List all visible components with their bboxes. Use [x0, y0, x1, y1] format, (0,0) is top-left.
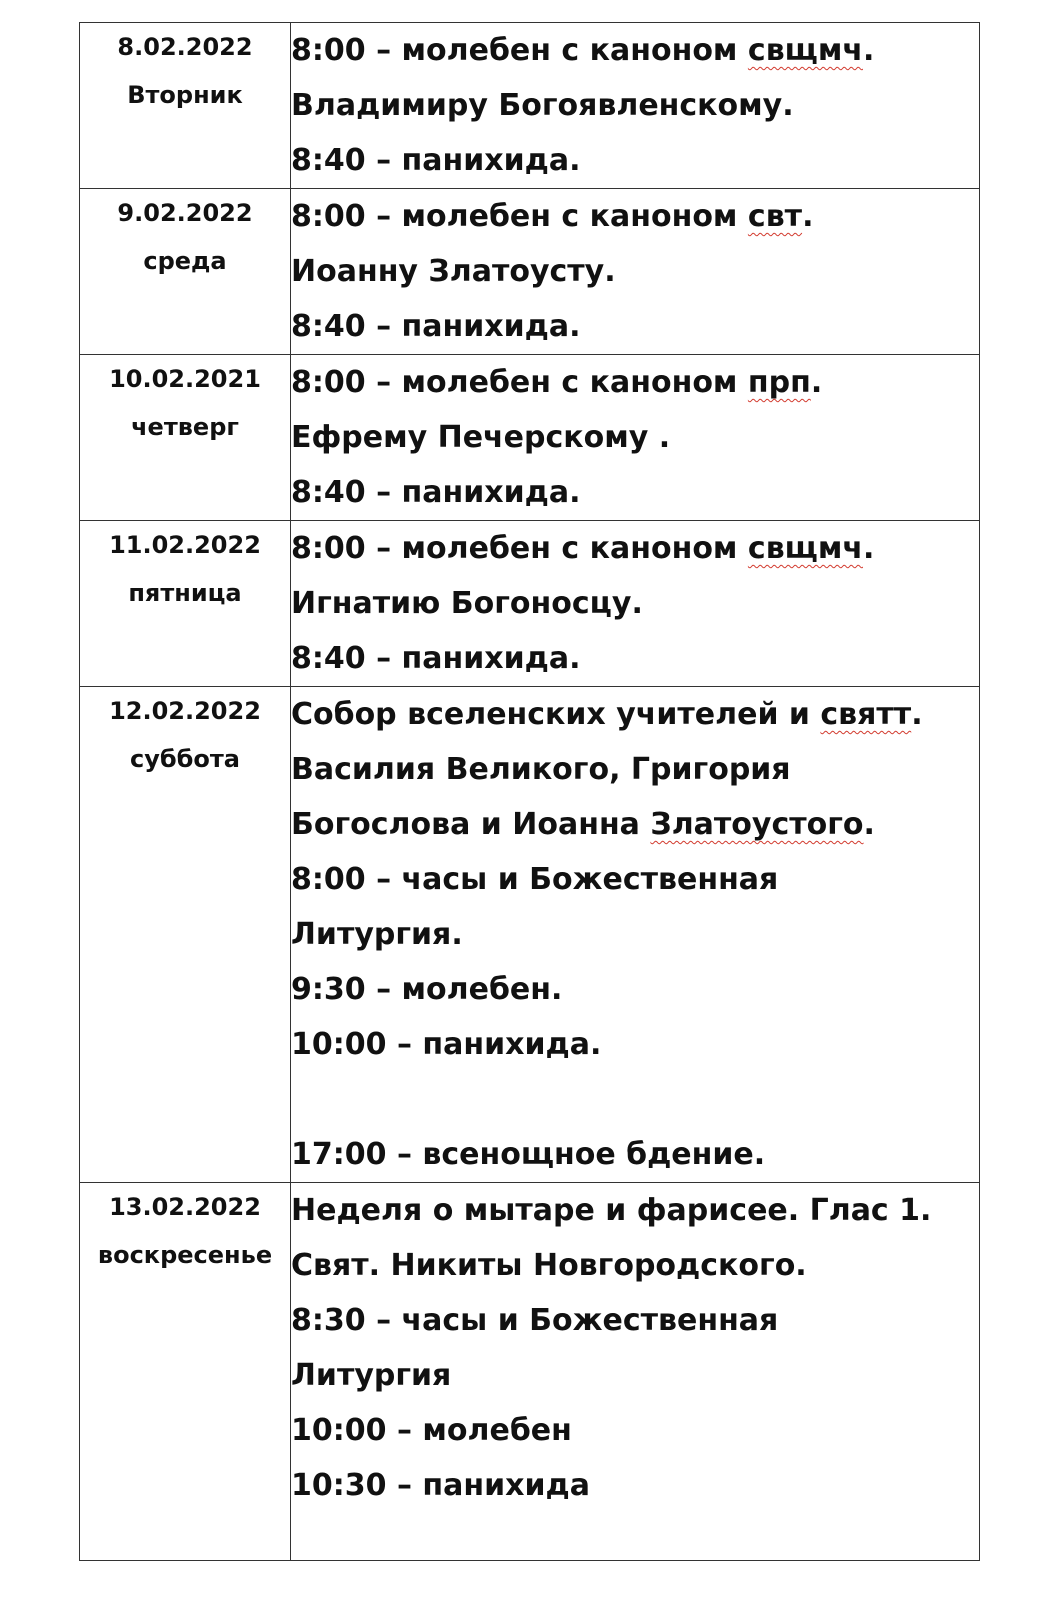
- event-line: [291, 78, 979, 133]
- event-text: Свят. Никиты Новгородского.: [291, 1248, 807, 1283]
- event-line: [291, 907, 979, 962]
- event-text: Литургия: [291, 1358, 452, 1393]
- event-text: Собор вселенских учителей и: [291, 697, 821, 732]
- date-text: 11.02.2022: [109, 531, 261, 559]
- date-cell: [80, 1183, 291, 1561]
- event-line: [291, 1348, 979, 1403]
- weekday-text: четверг: [131, 413, 239, 441]
- event-text-tail: .: [862, 531, 875, 566]
- spellcheck-flagged-word: прп: [747, 365, 811, 400]
- event-text-tail: .: [911, 697, 923, 732]
- event-text: 8:00 – молебен с каноном: [291, 33, 748, 68]
- spellcheck-flagged-word: Златоустого: [650, 807, 864, 842]
- schedule-table: [79, 22, 980, 1561]
- events-cell: [291, 355, 980, 521]
- spellcheck-flagged-word: свщмч: [747, 33, 863, 68]
- event-text: 17:00 – всенощное бдение.: [291, 1137, 766, 1172]
- schedule-row: [80, 521, 980, 687]
- schedule-row: [80, 189, 980, 355]
- event-line: [291, 1183, 979, 1238]
- event-line: [291, 1403, 979, 1458]
- event-text: 8:40 – панихида.: [291, 641, 581, 676]
- schedule-row: [80, 1183, 980, 1561]
- spellcheck-flagged-word: свщмч: [747, 531, 863, 566]
- schedule-row: [80, 355, 980, 521]
- event-line: [291, 631, 979, 686]
- events-cell: [291, 1183, 980, 1561]
- event-line: [291, 1072, 979, 1127]
- date-text: 12.02.2022: [109, 697, 261, 725]
- event-text: 10:30 – панихида: [291, 1468, 590, 1503]
- events-cell: [291, 23, 980, 189]
- event-text-tail: .: [863, 807, 875, 842]
- event-line: [291, 852, 979, 907]
- date-text: 9.02.2022: [117, 199, 253, 227]
- event-line: [291, 189, 979, 244]
- event-line: [291, 244, 979, 299]
- date-text: 10.02.2021: [109, 365, 261, 393]
- event-text: Владимиру Богоявленскому.: [291, 88, 794, 123]
- event-line: [291, 465, 979, 520]
- event-line: [291, 797, 979, 852]
- event-text: 8:00 – молебен с каноном: [291, 365, 748, 400]
- event-text: 8:00 – молебен с каноном: [291, 531, 748, 566]
- event-line: [291, 1293, 979, 1348]
- event-text-tail: .: [802, 199, 814, 234]
- event-line: [291, 962, 979, 1017]
- event-text: 8:30 – часы и Божественная: [291, 1303, 779, 1338]
- event-line: [291, 355, 979, 410]
- event-line: [291, 521, 979, 576]
- event-line: [291, 1127, 979, 1182]
- events-cell: [291, 687, 980, 1183]
- event-line: [291, 299, 979, 354]
- event-text: 9:30 – молебен.: [291, 972, 563, 1007]
- weekday-text: пятница: [128, 579, 242, 607]
- event-line: [291, 1458, 979, 1513]
- schedule-row: [80, 23, 980, 189]
- event-line: [291, 1238, 979, 1293]
- event-text: 8:40 – панихида.: [291, 475, 581, 510]
- weekday-text: Вторник: [127, 81, 243, 109]
- event-text: 8:40 – панихида.: [291, 309, 581, 344]
- event-text: Литургия.: [291, 917, 463, 952]
- weekday-text: воскресенье: [97, 1241, 273, 1269]
- event-text-tail: .: [862, 33, 875, 68]
- event-line: [291, 687, 979, 742]
- event-text: 8:00 – часы и Божественная: [291, 862, 779, 897]
- event-text: Игнатию Богоносцу.: [291, 586, 643, 621]
- event-line: [291, 576, 979, 631]
- event-text: Неделя о мытаре и фарисее. Глас 1.: [291, 1193, 932, 1228]
- event-text: Богослова и Иоанна: [291, 807, 651, 842]
- event-text: 8:00 – молебен с каноном: [291, 199, 748, 234]
- date-text: 13.02.2022: [109, 1193, 261, 1221]
- event-line: [291, 133, 979, 188]
- date-cell: [80, 23, 291, 189]
- schedule-row: [80, 687, 980, 1183]
- date-cell: [80, 355, 291, 521]
- weekday-text: среда: [143, 247, 227, 275]
- event-text: Ефрему Печерскому .: [291, 420, 671, 455]
- date-cell: [80, 521, 291, 687]
- events-cell: [291, 189, 980, 355]
- event-line: [291, 1017, 979, 1072]
- date-cell: [80, 687, 291, 1183]
- events-cell: [291, 521, 980, 687]
- event-line: [291, 742, 979, 797]
- date-text: 8.02.2022: [117, 33, 253, 61]
- spellcheck-flagged-word: свт: [747, 199, 803, 234]
- event-text: 8:40 – панихида.: [291, 143, 581, 178]
- date-cell: [80, 189, 291, 355]
- event-text-tail: .: [810, 365, 823, 400]
- event-text: Василия Великого, Григория: [291, 752, 791, 787]
- event-text: 10:00 – панихида.: [291, 1027, 602, 1062]
- event-line: [291, 23, 979, 78]
- event-line: [291, 410, 979, 465]
- schedule-body: [80, 23, 980, 1561]
- event-text: Иоанну Златоусту.: [291, 254, 616, 289]
- weekday-text: суббота: [130, 745, 240, 773]
- event-text: 10:00 – молебен: [291, 1413, 572, 1448]
- spellcheck-flagged-word: святт: [820, 697, 912, 732]
